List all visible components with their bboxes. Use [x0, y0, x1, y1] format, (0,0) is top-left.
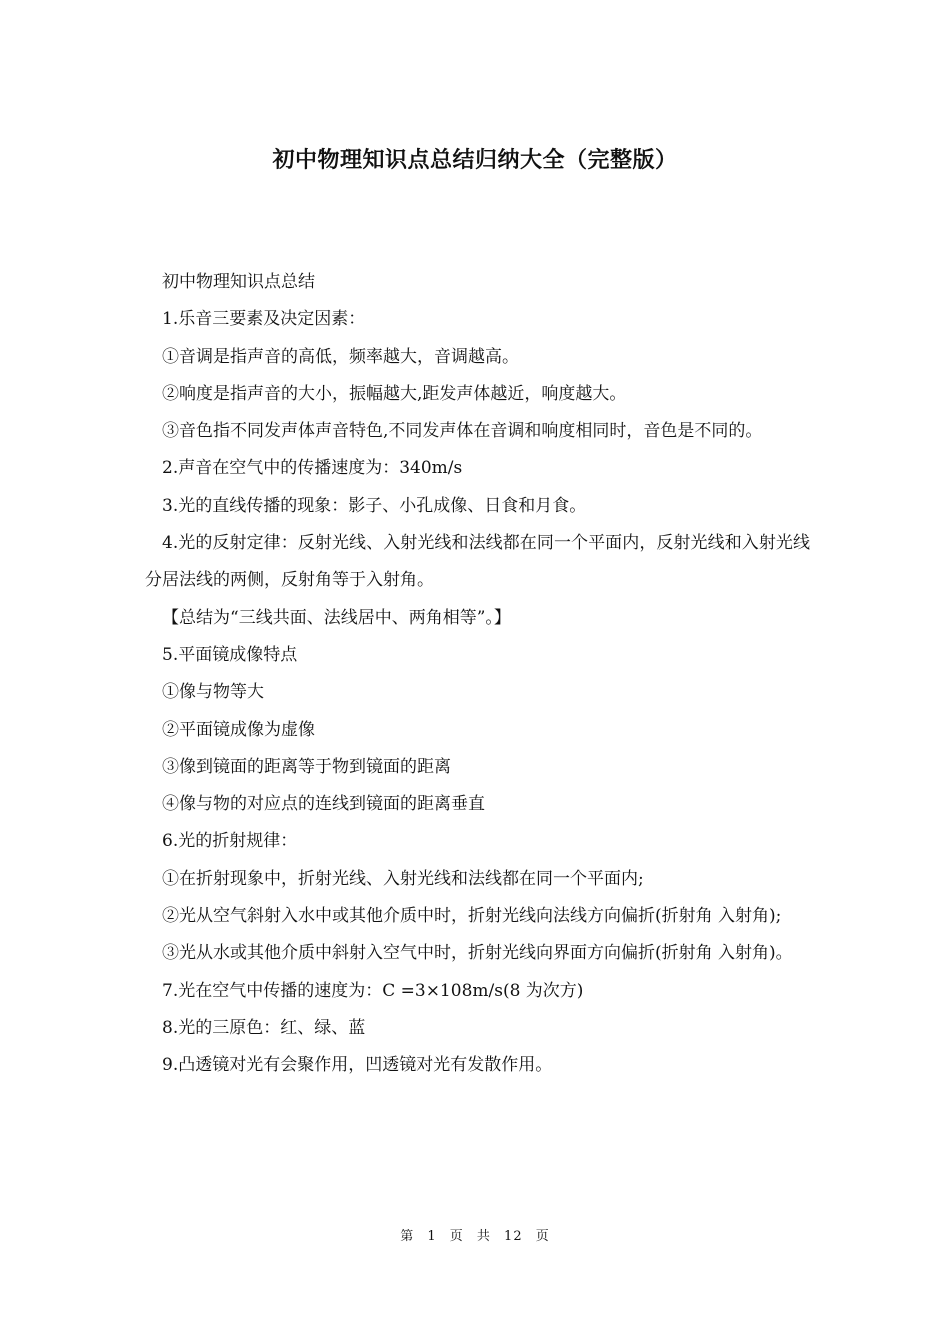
- paragraph: 3.光的直线传播的现象：影子、小孔成像、日食和月食。: [162, 495, 587, 516]
- paragraph: ①音调是指声音的高低，频率越大，音调越高。: [162, 346, 519, 367]
- paragraph: 6.光的折射规律：: [162, 831, 298, 852]
- paragraph: ③像到镜面的距离等于物到镜面的距离: [162, 756, 451, 777]
- paragraph: 4.光的反射定律：反射光线、入射光线和法线都在同一个平面内，反射光线和入射光线分居法线的两侧，反射角等于入射角。: [145, 533, 810, 591]
- paragraph: ①在折射现象中，折射光线、入射光线和法线都在同一个平面内;: [162, 868, 644, 889]
- paragraph: ②响度是指声音的大小，振幅越大,距发声体越近，响度越大。: [162, 383, 627, 404]
- paragraph: ①像与物等大: [162, 682, 264, 703]
- paragraph: ④像与物的对应点的连线到镜面的距离垂直: [162, 794, 485, 815]
- document-body: [145, 264, 810, 1085]
- paragraph: 8.光的三原色：红、绿、蓝: [162, 1017, 366, 1038]
- paragraph: 7.光在空气中传播的速度为：C =3×108m/s(8 为次方): [162, 980, 584, 1001]
- paragraph: 5.平面镜成像特点: [162, 644, 298, 665]
- paragraph: 1.乐音三要素及决定因素：: [162, 309, 366, 330]
- paragraph: ③光从水或其他介质中斜射入空气中时，折射光线向界面方向偏折(折射角 入射角)。: [162, 943, 793, 964]
- paragraph: ③音色指不同发声体声音特色,不同发声体在音调和响度相同时，音色是不同的。: [162, 421, 763, 442]
- paragraph: 2.声音在空气中的传播速度为：340m/s: [162, 458, 463, 479]
- page-footer: 第 1 页 共 12 页: [400, 1229, 550, 1244]
- paragraph: 【总结为“三线共面、法线居中、两角相等”。】: [162, 607, 511, 628]
- paragraph: ②平面镜成像为虚像: [162, 719, 315, 740]
- paragraph: 9.凸透镜对光有会聚作用，凹透镜对光有发散作用。: [162, 1055, 553, 1076]
- document-title: 初中物理知识点总结归纳大全（完整版）: [272, 148, 678, 173]
- paragraph: 初中物理知识点总结: [162, 272, 315, 292]
- paragraph: ②光从空气斜射入水中或其他介质中时，折射光线向法线方向偏折(折射角 入射角);: [162, 906, 782, 927]
